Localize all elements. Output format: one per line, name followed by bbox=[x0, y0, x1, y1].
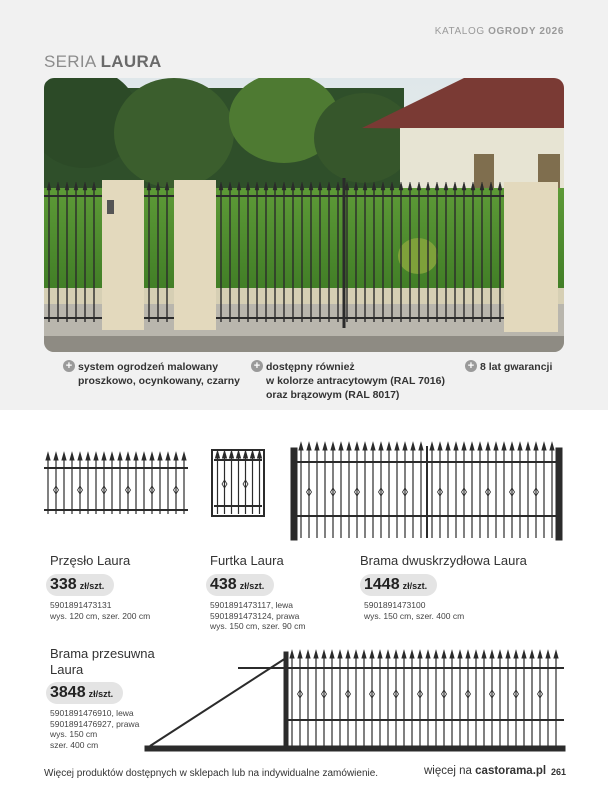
plus-icon: + bbox=[251, 360, 263, 372]
price-tag-double-gate bbox=[360, 574, 437, 596]
product-details-double-gate bbox=[364, 600, 464, 621]
name-line: Laura bbox=[50, 662, 84, 677]
series-title bbox=[44, 52, 162, 72]
product-name-double-gate: Brama dwuskrzydłowa Laura bbox=[360, 553, 527, 568]
product-details-panel bbox=[50, 600, 150, 621]
website-link[interactable] bbox=[424, 765, 546, 777]
hero-photo bbox=[44, 78, 564, 352]
detail-line: wys. 150 cm, szer. 90 cm bbox=[210, 621, 306, 631]
feature-1-line2: proszkowo, ocynkowany, czarny bbox=[78, 375, 241, 387]
catalog-label: KATALOG bbox=[434, 26, 485, 37]
feature-1-line1: system ogrodzeń malowany bbox=[78, 361, 219, 373]
plus-icon: + bbox=[465, 360, 477, 372]
price-tag-sliding-gate bbox=[46, 682, 123, 704]
detail-line: szer. 400 cm bbox=[50, 739, 99, 750]
detail-line: 5901891476910, lewa bbox=[50, 708, 134, 718]
detail-line: wys. 150 cm bbox=[50, 729, 98, 739]
wicket-drawing bbox=[212, 450, 264, 516]
price-unit: zł/szt. bbox=[88, 689, 114, 699]
page-number: 261 bbox=[551, 767, 567, 777]
series-name: LAURA bbox=[100, 52, 162, 71]
price-tag-wicket bbox=[206, 574, 274, 596]
price-unit: zł/szt. bbox=[239, 581, 265, 591]
hero-illustration bbox=[44, 78, 564, 352]
price-unit: zł/szt. bbox=[79, 581, 105, 591]
detail-line: 5901891473117, lewa bbox=[210, 600, 294, 610]
catalog-title: OGRODY 2026 bbox=[488, 26, 564, 37]
feature-2-line1: dostępny również bbox=[266, 361, 355, 373]
detail-line: 5901891473100 bbox=[364, 600, 426, 610]
feature-3 bbox=[467, 360, 553, 374]
price-value: 438 bbox=[210, 576, 237, 593]
detail-line: 5901891473124, prawa bbox=[210, 610, 300, 621]
detail-line: 5901891473131 bbox=[50, 600, 112, 610]
price-unit: zł/szt. bbox=[402, 581, 428, 591]
catalog-header bbox=[435, 26, 564, 37]
price-value: 1448 bbox=[364, 576, 400, 593]
series-prefix: SERIA bbox=[44, 52, 96, 71]
website-link-prefix: więcej na bbox=[424, 765, 472, 777]
feature-2-line2: w kolorze antracytowym (RAL 7016) bbox=[266, 375, 445, 387]
feature-2 bbox=[253, 360, 445, 402]
detail-line: wys. 120 cm, szer. 200 cm bbox=[50, 610, 151, 621]
product-name-panel: Przęsło Laura bbox=[50, 553, 131, 568]
footer-note: Więcej produktów dostępnych w sklepach lub na indywidualne zamówienie. bbox=[44, 768, 379, 779]
name-line: Brama przesuwna bbox=[50, 646, 155, 661]
sliding-gate-drawing bbox=[145, 651, 565, 751]
plus-icon: + bbox=[63, 360, 75, 372]
feature-2-line3: oraz brązowym (RAL 8017) bbox=[266, 389, 400, 401]
detail-line: 5901891476927, prawa bbox=[50, 718, 140, 729]
double-gate-drawing bbox=[291, 443, 562, 540]
price-tag-panel bbox=[46, 574, 114, 596]
website-link-site: castorama.pl bbox=[475, 765, 547, 777]
detail-line: wys. 150 cm, szer. 400 cm bbox=[364, 610, 465, 621]
product-name-wicket: Furtka Laura bbox=[210, 553, 284, 568]
product-details-sliding-gate bbox=[50, 708, 139, 750]
product-name-sliding-gate bbox=[50, 646, 155, 678]
price-value: 338 bbox=[50, 576, 77, 593]
feature-3-line1: 8 lat gwarancji bbox=[480, 361, 553, 373]
product-details-wicket bbox=[210, 600, 305, 632]
panel-drawing bbox=[44, 453, 188, 514]
feature-1 bbox=[65, 360, 241, 388]
price-value: 3848 bbox=[50, 684, 86, 701]
